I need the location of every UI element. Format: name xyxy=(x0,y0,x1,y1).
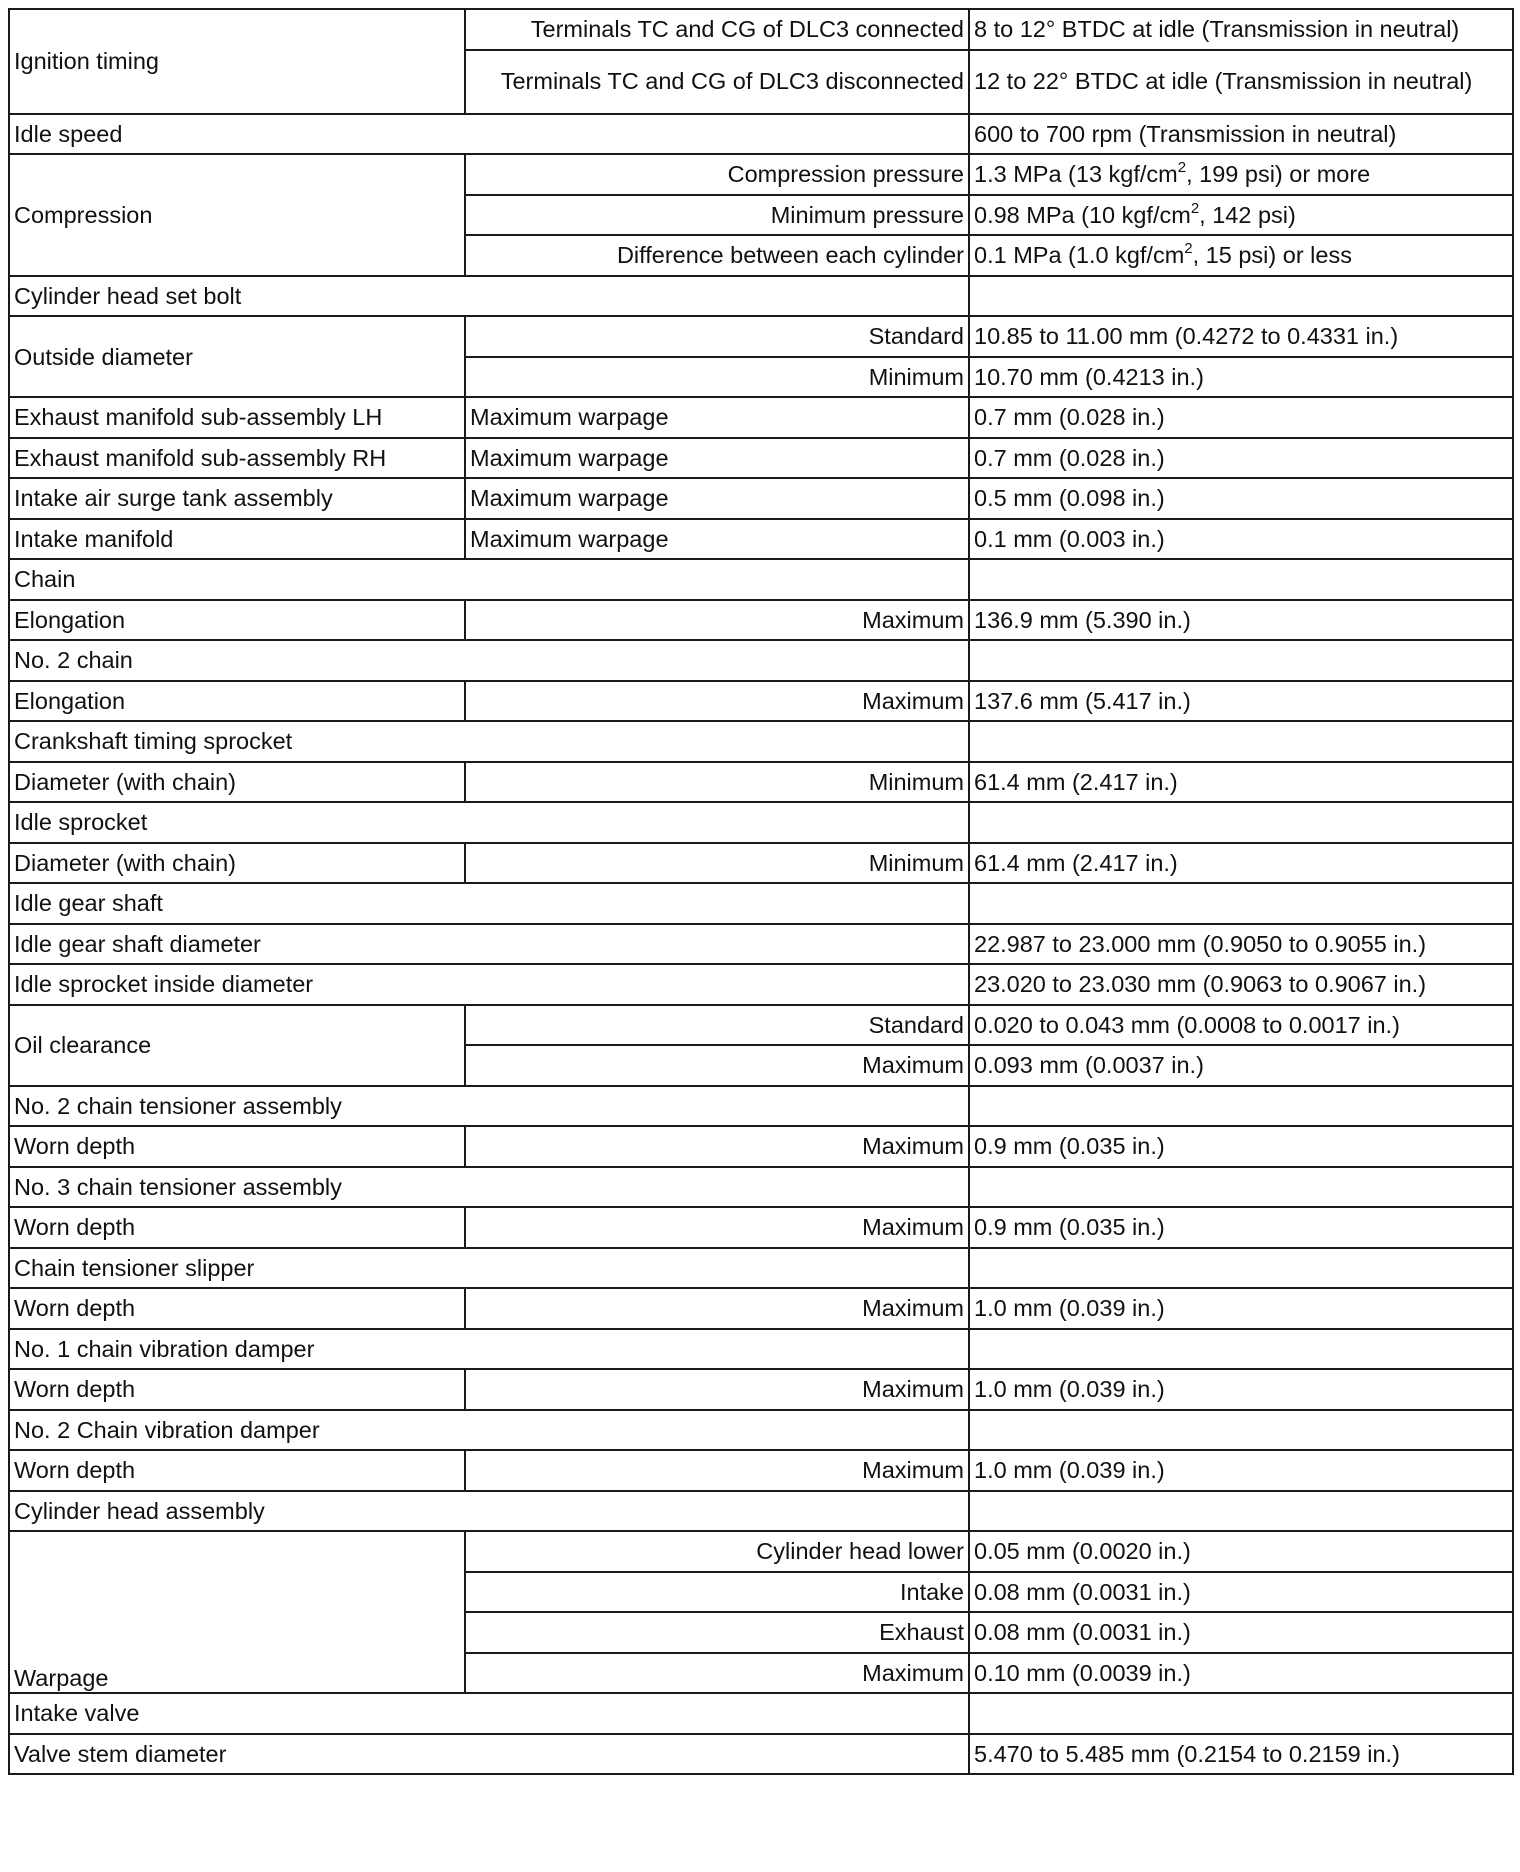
table-row xyxy=(9,640,1513,681)
value-cell: 23.020 to 23.030 mm (0.9063 to 0.9067 in.) xyxy=(969,964,1513,1005)
table-row xyxy=(9,1369,1513,1410)
value-cell xyxy=(969,195,1513,236)
value-cell xyxy=(969,1693,1513,1734)
table-row xyxy=(9,1410,1513,1451)
table-row xyxy=(9,478,1513,519)
value-cell: 61.4 mm (2.417 in.) xyxy=(969,843,1513,884)
section-label: No. 2 chain xyxy=(9,640,969,681)
value-cell xyxy=(969,154,1513,195)
condition-cell: Terminals TC and CG of DLC3 connected xyxy=(465,9,969,50)
table-row xyxy=(9,843,1513,884)
value-cell xyxy=(969,802,1513,843)
table-row xyxy=(9,762,1513,803)
table-row xyxy=(9,1693,1513,1734)
table-row xyxy=(9,681,1513,722)
item-label: Worn depth xyxy=(9,1369,465,1410)
table-row xyxy=(9,438,1513,479)
table-row xyxy=(9,276,1513,317)
condition-cell: Maximum warpage xyxy=(465,397,969,438)
value-text: , 199 psi) or more xyxy=(1186,161,1371,188)
table-row xyxy=(9,559,1513,600)
table-row xyxy=(9,1248,1513,1289)
superscript: 2 xyxy=(1184,240,1193,258)
item-label: Worn depth xyxy=(9,1126,465,1167)
condition-cell: Maximum xyxy=(465,681,969,722)
item-label: Worn depth xyxy=(9,1207,465,1248)
value-cell: 137.6 mm (5.417 in.) xyxy=(969,681,1513,722)
table-row xyxy=(9,1207,1513,1248)
section-label: No. 2 Chain vibration damper xyxy=(9,1410,969,1451)
condition-cell: Cylinder head lower xyxy=(465,1531,969,1572)
value-cell: 0.5 mm (0.098 in.) xyxy=(969,478,1513,519)
value-cell xyxy=(969,1167,1513,1208)
value-cell xyxy=(969,1086,1513,1127)
condition-cell: Minimum xyxy=(465,843,969,884)
section-label: No. 2 chain tensioner assembly xyxy=(9,1086,969,1127)
section-label: No. 1 chain vibration damper xyxy=(9,1329,969,1370)
specification-table xyxy=(8,8,1514,1775)
value-cell: 0.08 mm (0.0031 in.) xyxy=(969,1612,1513,1653)
item-label: Warpage xyxy=(9,1531,465,1693)
table-row xyxy=(9,397,1513,438)
value-cell: 22.987 to 23.000 mm (0.9050 to 0.9055 in.) xyxy=(969,924,1513,965)
item-label: Idle speed xyxy=(9,114,969,155)
condition-cell: Minimum xyxy=(465,357,969,398)
table-row xyxy=(9,1086,1513,1127)
table-row xyxy=(9,802,1513,843)
item-label: Diameter (with chain) xyxy=(9,762,465,803)
value-text: , 15 psi) or less xyxy=(1192,242,1352,269)
value-cell: 10.85 to 11.00 mm (0.4272 to 0.4331 in.) xyxy=(969,316,1513,357)
condition-cell: Difference between each cylinder xyxy=(465,235,969,276)
value-cell: 0.08 mm (0.0031 in.) xyxy=(969,1572,1513,1613)
table-row xyxy=(9,9,1513,50)
condition-cell: Maximum warpage xyxy=(465,519,969,560)
condition-cell: Minimum pressure xyxy=(465,195,969,236)
section-label: No. 3 chain tensioner assembly xyxy=(9,1167,969,1208)
condition-cell: Standard xyxy=(465,316,969,357)
value-cell: 0.7 mm (0.028 in.) xyxy=(969,397,1513,438)
condition-cell: Maximum warpage xyxy=(465,438,969,479)
value-cell: 8 to 12° BTDC at idle (Transmission in neutral) xyxy=(969,9,1513,50)
value-cell: 0.093 mm (0.0037 in.) xyxy=(969,1045,1513,1086)
table-row xyxy=(9,154,1513,195)
condition-cell: Maximum xyxy=(465,1045,969,1086)
value-cell xyxy=(969,721,1513,762)
condition-cell: Maximum xyxy=(465,600,969,641)
item-label: Idle gear shaft diameter xyxy=(9,924,969,965)
section-label: Crankshaft timing sprocket xyxy=(9,721,969,762)
item-label: Exhaust manifold sub-assembly RH xyxy=(9,438,465,479)
item-label: Intake manifold xyxy=(9,519,465,560)
value-cell xyxy=(969,640,1513,681)
condition-cell: Maximum xyxy=(465,1369,969,1410)
condition-cell: Maximum xyxy=(465,1653,969,1694)
value-text: 0.98 MPa (10 kgf/cm xyxy=(974,201,1191,228)
item-label: Outside diameter xyxy=(9,316,465,397)
table-row xyxy=(9,519,1513,560)
item-label: Valve stem diameter xyxy=(9,1734,969,1775)
condition-cell: Maximum xyxy=(465,1450,969,1491)
condition-cell: Minimum xyxy=(465,762,969,803)
table-row xyxy=(9,1167,1513,1208)
condition-cell: Maximum xyxy=(465,1207,969,1248)
table-row xyxy=(9,1450,1513,1491)
value-cell: 0.1 mm (0.003 in.) xyxy=(969,519,1513,560)
section-label: Cylinder head set bolt xyxy=(9,276,969,317)
value-cell xyxy=(969,883,1513,924)
superscript: 2 xyxy=(1177,159,1187,177)
table-row xyxy=(9,1531,1513,1572)
condition-cell: Standard xyxy=(465,1005,969,1046)
table-row xyxy=(9,721,1513,762)
value-cell: 0.9 mm (0.035 in.) xyxy=(969,1207,1513,1248)
condition-cell: Terminals TC and CG of DLC3 disconnected xyxy=(465,50,969,114)
section-label: Chain xyxy=(9,559,969,600)
item-label: Elongation xyxy=(9,600,465,641)
value-text: 1.3 MPa (13 kgf/cm xyxy=(974,161,1178,188)
value-cell xyxy=(969,1491,1513,1532)
value-cell: 0.05 mm (0.0020 in.) xyxy=(969,1531,1513,1572)
value-cell xyxy=(969,1248,1513,1289)
value-cell: 0.020 to 0.043 mm (0.0008 to 0.0017 in.) xyxy=(969,1005,1513,1046)
value-cell: 1.0 mm (0.039 in.) xyxy=(969,1288,1513,1329)
table-row xyxy=(9,1329,1513,1370)
item-label: Ignition timing xyxy=(9,9,465,114)
value-cell: 1.0 mm (0.039 in.) xyxy=(969,1369,1513,1410)
value-cell: 600 to 700 rpm (Transmission in neutral) xyxy=(969,114,1513,155)
value-cell xyxy=(969,235,1513,276)
value-cell: 10.70 mm (0.4213 in.) xyxy=(969,357,1513,398)
section-label: Intake valve xyxy=(9,1693,969,1734)
value-cell: 5.470 to 5.485 mm (0.2154 to 0.2159 in.) xyxy=(969,1734,1513,1775)
section-label: Idle sprocket xyxy=(9,802,969,843)
value-cell: 0.7 mm (0.028 in.) xyxy=(969,438,1513,479)
condition-cell: Maximum warpage xyxy=(465,478,969,519)
table-row xyxy=(9,1005,1513,1046)
value-cell xyxy=(969,1329,1513,1370)
value-text: 0.1 MPa (1.0 kgf/cm xyxy=(974,242,1185,269)
value-cell: 0.10 mm (0.0039 in.) xyxy=(969,1653,1513,1694)
item-label: Worn depth xyxy=(9,1450,465,1491)
item-label: Elongation xyxy=(9,681,465,722)
value-cell: 1.0 mm (0.039 in.) xyxy=(969,1450,1513,1491)
value-cell: 12 to 22° BTDC at idle (Transmission in neutral) xyxy=(969,50,1513,114)
table-row xyxy=(9,883,1513,924)
item-label: Exhaust manifold sub-assembly LH xyxy=(9,397,465,438)
item-label: Intake air surge tank assembly xyxy=(9,478,465,519)
item-label: Oil clearance xyxy=(9,1005,465,1086)
superscript: 2 xyxy=(1190,199,1200,217)
table-row xyxy=(9,1126,1513,1167)
value-cell xyxy=(969,1410,1513,1451)
value-cell: 136.9 mm (5.390 in.) xyxy=(969,600,1513,641)
condition-cell: Intake xyxy=(465,1572,969,1613)
table-row xyxy=(9,964,1513,1005)
table-row xyxy=(9,1288,1513,1329)
value-cell: 61.4 mm (2.417 in.) xyxy=(969,762,1513,803)
item-label: Compression xyxy=(9,154,465,276)
table-row xyxy=(9,114,1513,155)
value-text: , 142 psi) xyxy=(1199,201,1296,228)
section-label: Chain tensioner slipper xyxy=(9,1248,969,1289)
condition-cell: Maximum xyxy=(465,1288,969,1329)
item-label: Worn depth xyxy=(9,1288,465,1329)
table-row xyxy=(9,316,1513,357)
value-cell: 0.9 mm (0.035 in.) xyxy=(969,1126,1513,1167)
value-cell xyxy=(969,559,1513,600)
item-label: Idle sprocket inside diameter xyxy=(9,964,969,1005)
item-label: Diameter (with chain) xyxy=(9,843,465,884)
table-row xyxy=(9,924,1513,965)
value-cell xyxy=(969,276,1513,317)
condition-cell: Compression pressure xyxy=(465,154,969,195)
condition-cell: Exhaust xyxy=(465,1612,969,1653)
section-label: Idle gear shaft xyxy=(9,883,969,924)
table-row xyxy=(9,600,1513,641)
section-label: Cylinder head assembly xyxy=(9,1491,969,1532)
table-row xyxy=(9,1491,1513,1532)
table-row xyxy=(9,1734,1513,1775)
condition-cell: Maximum xyxy=(465,1126,969,1167)
